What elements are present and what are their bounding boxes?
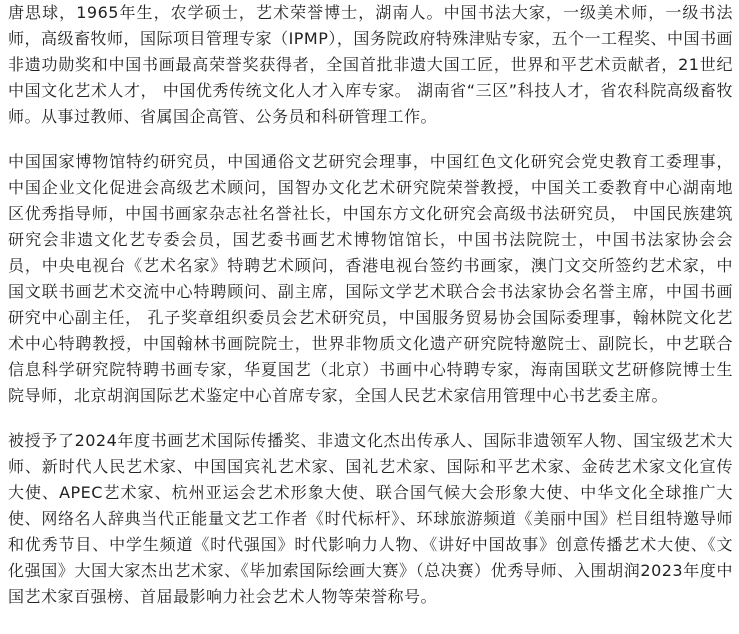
paragraph-biography: 唐思球，1965年生，农学硕士，艺术荣誉博士，湖南人。中国书法大家，一级美术师，一级书法师，高级畜牧师，国际项目管理专家（IPMP），国务院政府特殊津贴专家，五个一工程奖、中国书画非遗功勋奖和中国书画最高荣誉奖获得者，全国首批非遗大国工匠，世界和平艺术贡献者，21世纪中国文化艺术人才， 中国优秀传统文化人才入库专家。 湖南省“三区”科技人才，省农科院高级畜牧师。从事过教师、省属国企高管、公务员和科研管理工作。 — [8, 3, 733, 126]
paragraph-honors: 被授予了2024年度书画艺术国际传播奖、非遗文化杰出传承人、国际非遗领军人物、国宝级艺术大师、新时代人民艺术家、中国国宾礼艺术家、国礼艺术家、国际和平艺术家、金砖艺术家文化宣传大使、APEC艺术家、杭州亚运会艺术形象大使、联合国气候大会形象大使、中华文化全球推广大使、网络名人辞典当代正能量文艺工作者《时代标杆》、环球旅游频道《美丽中国》栏目组特邀导师和优秀节目、中学生频道《时代强国》时代影响力人物、《讲好中国故事》创意传播艺术大使、《文化强国》大国大家杰出艺术家、《毕加索国际绘画大赛》（总决赛）优秀导师、入围胡润2023年度中国艺术家百强榜、首届最影响力社会艺术人物等荣誉称号。 — [8, 431, 733, 606]
paragraph-positions: 中国国家博物馆特约研究员，中国通俗文艺研究会理事，中国红色文化研究会党史教育工委理事，中国企业文化促进会高级艺术顾问，国智办文化艺术研究院荣誉教授，中国关工委教育中心湖南地区优秀指导师，中国书画家杂志社名誉社长，中国东方文化研究会高级书法研究员， 中国民族建筑研究会非遗文化艺专委会员，国艺委书画艺术博物馆馆长，中国书法院院士，中国书法家协会会员，中央电视台《艺术名家》特聘艺术顾问，香港电视台签约书画家，澳门文交所签约艺术家，中国文联书画艺术交流中心特聘顾问、副主席，国际文学艺术联合会书法家协会名誉主席，中国书画研究中心副主任， 孔子奖章组织委员会艺术研究员，中国服务贸易协会国际委理事，翰林院文化艺术中心特聘教授，中国翰林书画院院士，世界非物质文化遗产研究院特邀院士、副院长，中艺联合信息科学研究院特聘书画专家，华夏国艺（北京）书画中心特聘专家，海南国联文艺研修院博士生院导师，北京胡润国际艺术鉴定中心首席专家，全国人民艺术家信用管理中心书艺委主席。 — [8, 152, 733, 405]
